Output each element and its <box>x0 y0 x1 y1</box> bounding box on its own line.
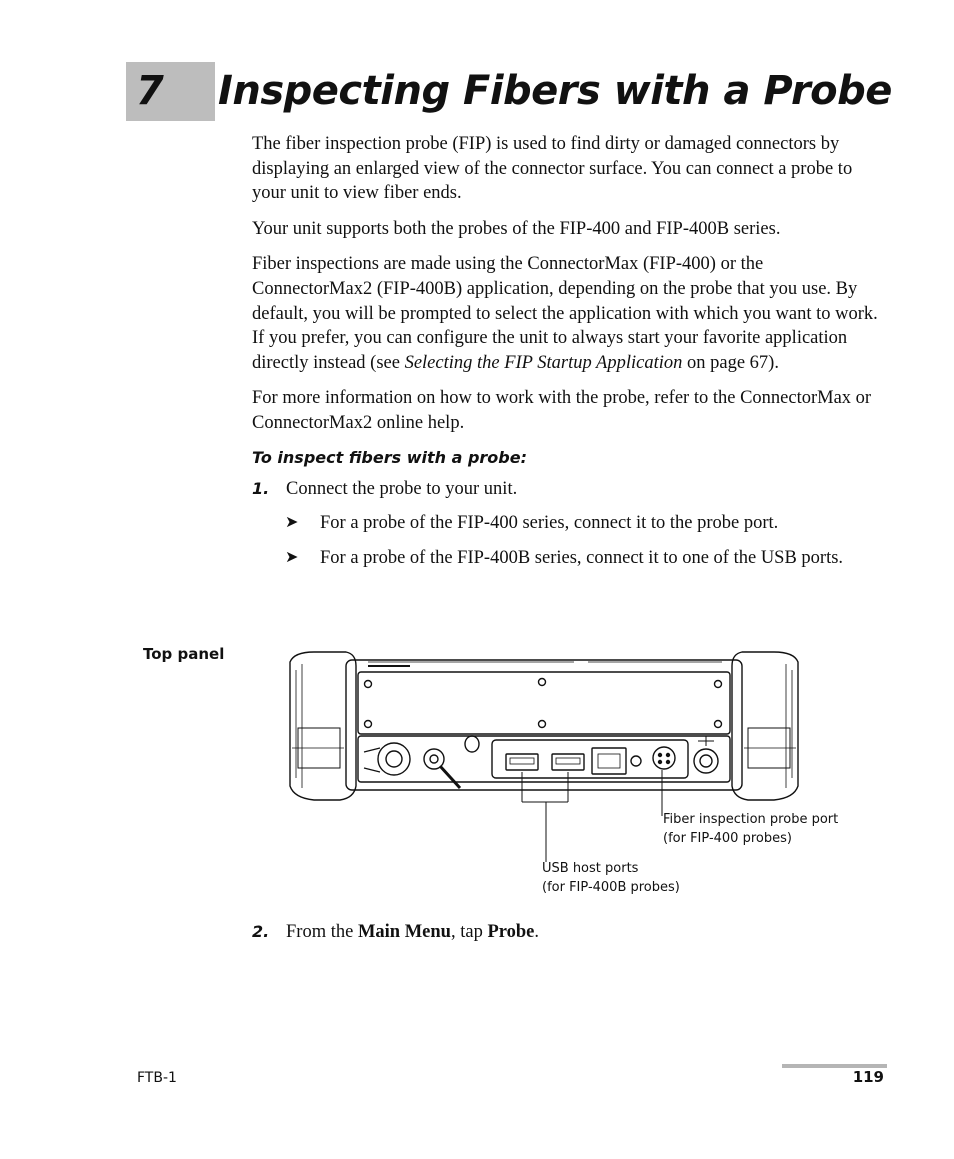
footer-page-number: 119 <box>852 1068 884 1086</box>
fip-port-callout-line1: Fiber inspection probe port <box>663 812 839 827</box>
probe-label: Probe <box>487 922 535 942</box>
step-2-text-1: From the <box>286 922 358 942</box>
step-2 <box>252 920 882 944</box>
bullet-fip400b <box>252 546 882 571</box>
step-1-text: Connect the probe to your unit. <box>286 478 518 499</box>
main-menu-label: Main Menu <box>357 922 451 942</box>
bullet-fip400-text: For a probe of the FIP-400 series, connect it to the probe port. <box>320 513 779 534</box>
step-2-text-2: , tap <box>450 922 488 942</box>
usb-ports-callout-line2: (for FIP-400B probes) <box>542 880 680 895</box>
step-2-text-3: . <box>534 922 540 942</box>
application-text-2: on page 67). <box>682 352 779 373</box>
startup-reference-link[interactable]: Selecting the FIP Startup Application <box>404 352 683 373</box>
arrow-bullet-icon: ➤ <box>285 548 299 566</box>
body-text <box>252 132 882 580</box>
help-paragraph: For more information on how to work with the probe, refer to the ConnectorMax or ConnectorMax2 online help. <box>252 388 872 433</box>
chapter-number: 7 <box>136 68 164 114</box>
footer-doc-name: FTB-1 <box>137 1070 177 1086</box>
arrow-bullet-icon: ➤ <box>285 514 299 532</box>
fip-port-callout-line2: (for FIP-400 probes) <box>663 831 792 846</box>
support-paragraph: Your unit supports both the probes of the FIP-400 and FIP-400B series. <box>252 218 781 239</box>
figure-label: Top panel <box>143 645 225 663</box>
usb-ports-callout <box>542 859 680 897</box>
bullet-fip400 <box>252 511 882 536</box>
intro-paragraph: The fiber inspection probe (FIP) is used to find dirty or damaged connectors by displaying an enlarged view of the connector surface. You can connect a probe to your unit to view fiber ends. <box>252 134 853 204</box>
chapter-title: Inspecting Fibers with a Probe <box>218 68 892 114</box>
usb-ports-callout-line1: USB host ports <box>542 861 639 876</box>
application-text-1: Fiber inspections are made using the ConnectorMax (FIP-400) or the ConnectorMax2 (FIP-400B) application, depending on the probe that you use. By default, you will be prompted to select the application with which you want to work. If you prefer, you can configure the unit to always start your favorite application directly instead (see <box>252 254 878 373</box>
step-1 <box>252 477 882 502</box>
bullet-fip400b-text: For a probe of the FIP-400B series, connect it to one of the USB ports. <box>320 547 844 568</box>
step-1-number: 1. <box>252 478 270 498</box>
step-2-number: 2. <box>252 922 270 941</box>
application-paragraph <box>252 252 882 375</box>
top-panel-illustration <box>284 648 804 803</box>
procedure-title: To inspect fibers with a probe: <box>252 447 527 467</box>
fip-port-callout <box>663 810 838 848</box>
